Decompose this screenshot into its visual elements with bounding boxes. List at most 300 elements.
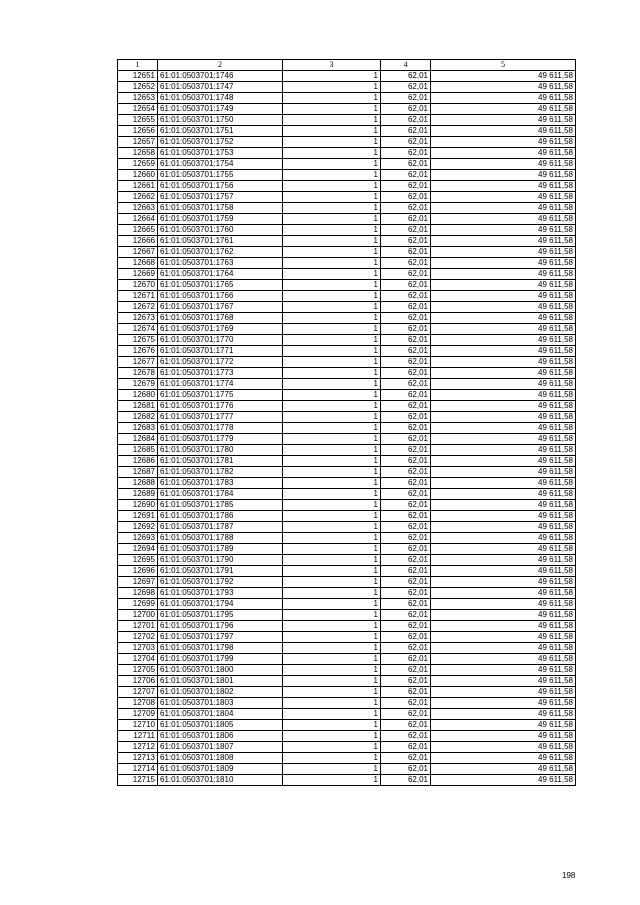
value-cell: 49 611,58 [431,687,576,698]
quantity-cell: 1 [283,71,381,82]
table-row [118,203,576,214]
cadastral-number-cell: 61:01:0503701:1806 [158,731,283,742]
row-number-cell: 12687 [118,467,158,478]
column-header-5: 5 [431,60,576,71]
quantity-cell: 1 [283,82,381,93]
quantity-cell: 1 [283,720,381,731]
area-cell: 62,01 [381,115,431,126]
value-cell: 49 611,58 [431,467,576,478]
area-cell: 62,01 [381,423,431,434]
table-row [118,764,576,775]
area-cell: 62,01 [381,709,431,720]
row-number-cell: 12665 [118,225,158,236]
cadastral-number-cell: 61:01:0503701:1765 [158,280,283,291]
area-cell: 62,01 [381,621,431,632]
table-row [118,610,576,621]
table-row [118,280,576,291]
row-number-cell: 12668 [118,258,158,269]
quantity-cell: 1 [283,533,381,544]
table-row [118,379,576,390]
value-cell: 49 611,58 [431,302,576,313]
table-row [118,214,576,225]
row-number-cell: 12688 [118,478,158,489]
cadastral-number-cell: 61:01:0503701:1804 [158,709,283,720]
area-cell: 62,01 [381,654,431,665]
table-row [118,621,576,632]
value-cell: 49 611,58 [431,258,576,269]
column-header-3: 3 [283,60,381,71]
row-number-cell: 12656 [118,126,158,137]
table-row [118,148,576,159]
quantity-cell: 1 [283,456,381,467]
cadastral-number-cell: 61:01:0503701:1756 [158,181,283,192]
value-cell: 49 611,58 [431,280,576,291]
table-row [118,115,576,126]
cadastral-number-cell: 61:01:0503701:1759 [158,214,283,225]
area-cell: 62,01 [381,192,431,203]
row-number-cell: 12695 [118,555,158,566]
cadastral-number-cell: 61:01:0503701:1792 [158,577,283,588]
quantity-cell: 1 [283,775,381,786]
value-cell: 49 611,58 [431,137,576,148]
quantity-cell: 1 [283,687,381,698]
value-cell: 49 611,58 [431,390,576,401]
row-number-cell: 12714 [118,764,158,775]
cadastral-number-cell: 61:01:0503701:1766 [158,291,283,302]
area-cell: 62,01 [381,104,431,115]
value-cell: 49 611,58 [431,335,576,346]
value-cell: 49 611,58 [431,764,576,775]
cadastral-number-cell: 61:01:0503701:1783 [158,478,283,489]
quantity-cell: 1 [283,181,381,192]
cadastral-number-cell: 61:01:0503701:1782 [158,467,283,478]
area-cell: 62,01 [381,665,431,676]
cadastral-number-cell: 61:01:0503701:1799 [158,654,283,665]
table-row [118,522,576,533]
area-cell: 62,01 [381,643,431,654]
table-row [118,632,576,643]
area-cell: 62,01 [381,676,431,687]
quantity-cell: 1 [283,698,381,709]
quantity-cell: 1 [283,610,381,621]
quantity-cell: 1 [283,577,381,588]
cadastral-number-cell: 61:01:0503701:1802 [158,687,283,698]
table-row [118,467,576,478]
cadastral-number-cell: 61:01:0503701:1748 [158,93,283,104]
cadastral-number-cell: 61:01:0503701:1796 [158,621,283,632]
table-row [118,71,576,82]
quantity-cell: 1 [283,588,381,599]
area-cell: 62,01 [381,445,431,456]
row-number-cell: 12674 [118,324,158,335]
quantity-cell: 1 [283,676,381,687]
row-number-cell: 12678 [118,368,158,379]
table-row [118,159,576,170]
value-cell: 49 611,58 [431,698,576,709]
cadastral-number-cell: 61:01:0503701:1776 [158,401,283,412]
cadastral-number-cell: 61:01:0503701:1809 [158,764,283,775]
table-row [118,654,576,665]
quantity-cell: 1 [283,621,381,632]
row-number-cell: 12684 [118,434,158,445]
cadastral-number-cell: 61:01:0503701:1808 [158,753,283,764]
cadastral-number-cell: 61:01:0503701:1750 [158,115,283,126]
quantity-cell: 1 [283,467,381,478]
value-cell: 49 611,58 [431,775,576,786]
cadastral-number-cell: 61:01:0503701:1778 [158,423,283,434]
value-cell: 49 611,58 [431,247,576,258]
quantity-cell: 1 [283,478,381,489]
quantity-cell: 1 [283,104,381,115]
area-cell: 62,01 [381,577,431,588]
value-cell: 49 611,58 [431,192,576,203]
table-row [118,698,576,709]
table-row [118,456,576,467]
quantity-cell: 1 [283,665,381,676]
row-number-cell: 12663 [118,203,158,214]
cadastral-number-cell: 61:01:0503701:1795 [158,610,283,621]
cadastral-number-cell: 61:01:0503701:1810 [158,775,283,786]
quantity-cell: 1 [283,599,381,610]
cadastral-number-cell: 61:01:0503701:1803 [158,698,283,709]
value-cell: 49 611,58 [431,753,576,764]
value-cell: 49 611,58 [431,632,576,643]
table-row [118,775,576,786]
table-row [118,247,576,258]
value-cell: 49 611,58 [431,324,576,335]
table-row [118,170,576,181]
area-cell: 62,01 [381,280,431,291]
cadastral-number-cell: 61:01:0503701:1768 [158,313,283,324]
value-cell: 49 611,58 [431,610,576,621]
row-number-cell: 12672 [118,302,158,313]
value-cell: 49 611,58 [431,643,576,654]
cadastral-number-cell: 61:01:0503701:1773 [158,368,283,379]
row-number-cell: 12660 [118,170,158,181]
quantity-cell: 1 [283,247,381,258]
quantity-cell: 1 [283,335,381,346]
table-body [118,71,576,786]
area-cell: 62,01 [381,764,431,775]
quantity-cell: 1 [283,500,381,511]
cadastral-number-cell: 61:01:0503701:1752 [158,137,283,148]
quantity-cell: 1 [283,489,381,500]
row-number-cell: 12689 [118,489,158,500]
area-cell: 62,01 [381,566,431,577]
table-row [118,104,576,115]
cadastral-number-cell: 61:01:0503701:1789 [158,544,283,555]
area-cell: 62,01 [381,390,431,401]
cadastral-number-cell: 61:01:0503701:1801 [158,676,283,687]
cadastral-number-cell: 61:01:0503701:1775 [158,390,283,401]
value-cell: 49 611,58 [431,500,576,511]
table-row [118,445,576,456]
quantity-cell: 1 [283,742,381,753]
quantity-cell: 1 [283,379,381,390]
area-cell: 62,01 [381,401,431,412]
table-row [118,258,576,269]
table-row [118,687,576,698]
cadastral-number-cell: 61:01:0503701:1767 [158,302,283,313]
table-row [118,291,576,302]
row-number-cell: 12651 [118,71,158,82]
area-cell: 62,01 [381,610,431,621]
column-header-2: 2 [158,60,283,71]
value-cell: 49 611,58 [431,203,576,214]
cadastral-number-cell: 61:01:0503701:1758 [158,203,283,214]
table-row [118,665,576,676]
quantity-cell: 1 [283,236,381,247]
table-row [118,709,576,720]
table-row [118,753,576,764]
quantity-cell: 1 [283,401,381,412]
value-cell: 49 611,58 [431,654,576,665]
cadastral-number-cell: 61:01:0503701:1769 [158,324,283,335]
table-row [118,511,576,522]
row-number-cell: 12654 [118,104,158,115]
quantity-cell: 1 [283,368,381,379]
value-cell: 49 611,58 [431,456,576,467]
value-cell: 49 611,58 [431,126,576,137]
table-row [118,720,576,731]
area-cell: 62,01 [381,357,431,368]
header-row [118,60,576,71]
table-row [118,126,576,137]
table-row [118,434,576,445]
row-number-cell: 12683 [118,423,158,434]
cadastral-number-cell: 61:01:0503701:1779 [158,434,283,445]
quantity-cell: 1 [283,632,381,643]
row-number-cell: 12703 [118,643,158,654]
table-row [118,423,576,434]
table-row [118,489,576,500]
value-cell: 49 611,58 [431,313,576,324]
table-row [118,643,576,654]
value-cell: 49 611,58 [431,665,576,676]
area-cell: 62,01 [381,478,431,489]
row-number-cell: 12702 [118,632,158,643]
cadastral-number-cell: 61:01:0503701:1762 [158,247,283,258]
table-row [118,401,576,412]
row-number-cell: 12713 [118,753,158,764]
row-number-cell: 12662 [118,192,158,203]
quantity-cell: 1 [283,423,381,434]
cadastral-number-cell: 61:01:0503701:1793 [158,588,283,599]
value-cell: 49 611,58 [431,401,576,412]
value-cell: 49 611,58 [431,148,576,159]
table-row [118,566,576,577]
row-number-cell: 12694 [118,544,158,555]
table-row [118,390,576,401]
quantity-cell: 1 [283,269,381,280]
row-number-cell: 12659 [118,159,158,170]
value-cell: 49 611,58 [431,412,576,423]
cadastral-number-cell: 61:01:0503701:1747 [158,82,283,93]
area-cell: 62,01 [381,753,431,764]
area-cell: 62,01 [381,71,431,82]
row-number-cell: 12705 [118,665,158,676]
table-row [118,478,576,489]
area-cell: 62,01 [381,379,431,390]
row-number-cell: 12661 [118,181,158,192]
table-row [118,346,576,357]
quantity-cell: 1 [283,159,381,170]
value-cell: 49 611,58 [431,445,576,456]
area-cell: 62,01 [381,731,431,742]
value-cell: 49 611,58 [431,170,576,181]
value-cell: 49 611,58 [431,577,576,588]
quantity-cell: 1 [283,126,381,137]
cadastral-number-cell: 61:01:0503701:1794 [158,599,283,610]
row-number-cell: 12658 [118,148,158,159]
area-cell: 62,01 [381,148,431,159]
quantity-cell: 1 [283,709,381,720]
row-number-cell: 12712 [118,742,158,753]
cadastral-number-cell: 61:01:0503701:1761 [158,236,283,247]
row-number-cell: 12653 [118,93,158,104]
area-cell: 62,01 [381,434,431,445]
row-number-cell: 12704 [118,654,158,665]
quantity-cell: 1 [283,522,381,533]
value-cell: 49 611,58 [431,225,576,236]
cadastral-number-cell: 61:01:0503701:1788 [158,533,283,544]
area-cell: 62,01 [381,368,431,379]
value-cell: 49 611,58 [431,434,576,445]
value-cell: 49 611,58 [431,93,576,104]
area-cell: 62,01 [381,533,431,544]
value-cell: 49 611,58 [431,478,576,489]
quantity-cell: 1 [283,291,381,302]
area-cell: 62,01 [381,236,431,247]
value-cell: 49 611,58 [431,555,576,566]
row-number-cell: 12685 [118,445,158,456]
area-cell: 62,01 [381,335,431,346]
row-number-cell: 12677 [118,357,158,368]
area-cell: 62,01 [381,137,431,148]
table-row [118,676,576,687]
area-cell: 62,01 [381,302,431,313]
cadastral-number-cell: 61:01:0503701:1807 [158,742,283,753]
cadastral-number-cell: 61:01:0503701:1790 [158,555,283,566]
quantity-cell: 1 [283,346,381,357]
table-row [118,225,576,236]
cadastral-number-cell: 61:01:0503701:1786 [158,511,283,522]
quantity-cell: 1 [283,511,381,522]
table-row [118,742,576,753]
row-number-cell: 12699 [118,599,158,610]
cadastral-number-cell: 61:01:0503701:1774 [158,379,283,390]
row-number-cell: 12670 [118,280,158,291]
quantity-cell: 1 [283,115,381,126]
row-number-cell: 12709 [118,709,158,720]
quantity-cell: 1 [283,654,381,665]
row-number-cell: 12697 [118,577,158,588]
row-number-cell: 12669 [118,269,158,280]
area-cell: 62,01 [381,82,431,93]
quantity-cell: 1 [283,731,381,742]
value-cell: 49 611,58 [431,346,576,357]
table-row [118,269,576,280]
quantity-cell: 1 [283,544,381,555]
area-cell: 62,01 [381,181,431,192]
cadastral-number-cell: 61:01:0503701:1791 [158,566,283,577]
row-number-cell: 12671 [118,291,158,302]
area-cell: 62,01 [381,412,431,423]
value-cell: 49 611,58 [431,731,576,742]
cadastral-number-cell: 61:01:0503701:1800 [158,665,283,676]
row-number-cell: 12664 [118,214,158,225]
row-number-cell: 12700 [118,610,158,621]
table-row [118,412,576,423]
row-number-cell: 12682 [118,412,158,423]
table-row [118,181,576,192]
column-header-4: 4 [381,60,431,71]
value-cell: 49 611,58 [431,181,576,192]
value-cell: 49 611,58 [431,621,576,632]
value-cell: 49 611,58 [431,236,576,247]
cadastral-number-cell: 61:01:0503701:1749 [158,104,283,115]
table-row [118,588,576,599]
table-row [118,236,576,247]
quantity-cell: 1 [283,225,381,236]
cadastral-number-cell: 61:01:0503701:1754 [158,159,283,170]
cadastral-number-cell: 61:01:0503701:1780 [158,445,283,456]
quantity-cell: 1 [283,324,381,335]
data-table [117,59,576,786]
row-number-cell: 12706 [118,676,158,687]
area-cell: 62,01 [381,93,431,104]
table-row [118,731,576,742]
cadastral-number-cell: 61:01:0503701:1785 [158,500,283,511]
quantity-cell: 1 [283,302,381,313]
value-cell: 49 611,58 [431,368,576,379]
value-cell: 49 611,58 [431,742,576,753]
row-number-cell: 12679 [118,379,158,390]
quantity-cell: 1 [283,643,381,654]
quantity-cell: 1 [283,566,381,577]
cadastral-number-cell: 61:01:0503701:1760 [158,225,283,236]
area-cell: 62,01 [381,247,431,258]
row-number-cell: 12667 [118,247,158,258]
row-number-cell: 12657 [118,137,158,148]
area-cell: 62,01 [381,214,431,225]
quantity-cell: 1 [283,313,381,324]
quantity-cell: 1 [283,357,381,368]
value-cell: 49 611,58 [431,291,576,302]
value-cell: 49 611,58 [431,357,576,368]
area-cell: 62,01 [381,126,431,137]
area-cell: 62,01 [381,258,431,269]
quantity-cell: 1 [283,192,381,203]
quantity-cell: 1 [283,390,381,401]
row-number-cell: 12710 [118,720,158,731]
area-cell: 62,01 [381,467,431,478]
cadastral-number-cell: 61:01:0503701:1781 [158,456,283,467]
table-row [118,82,576,93]
area-cell: 62,01 [381,698,431,709]
area-cell: 62,01 [381,203,431,214]
cadastral-number-cell: 61:01:0503701:1787 [158,522,283,533]
cadastral-number-cell: 61:01:0503701:1755 [158,170,283,181]
page-number: 198 [562,871,576,880]
value-cell: 49 611,58 [431,522,576,533]
cadastral-number-cell: 61:01:0503701:1798 [158,643,283,654]
quantity-cell: 1 [283,753,381,764]
area-cell: 62,01 [381,775,431,786]
cadastral-number-cell: 61:01:0503701:1764 [158,269,283,280]
cadastral-number-cell: 61:01:0503701:1757 [158,192,283,203]
row-number-cell: 12701 [118,621,158,632]
